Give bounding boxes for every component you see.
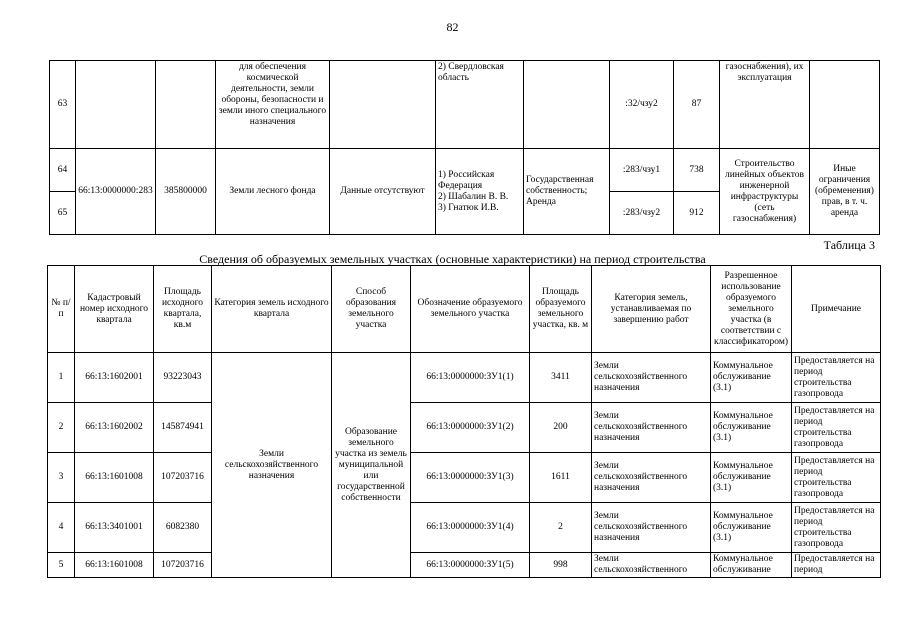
area-cell: 3411 — [530, 353, 592, 403]
source-area-cell: 93223043 — [154, 353, 212, 403]
cadastral-cell: 66:13:1602001 — [75, 353, 154, 403]
area-cell: 2 — [530, 503, 592, 553]
column-header-category: Категория земель исходного квартала — [212, 266, 332, 353]
merged-method-cell: Образование земельного участка из земель муниципальной или государственной собственности — [332, 353, 411, 578]
ownership-cell: Государственная собственность; Аренда — [524, 149, 610, 235]
category-after-cell: Земли сельскохозяйственного назначения — [592, 503, 711, 553]
permitted-use-cell: Коммунальное обслуживание (3.1) — [711, 453, 792, 503]
row-number: 4 — [48, 503, 75, 553]
permitted-use-cell: Коммунальное обслуживание — [711, 553, 792, 578]
cadastral-cell: 66:13:1602002 — [75, 403, 154, 453]
table-row — [48, 453, 881, 503]
designation-cell: 66:13:0000000:ЗУ1(1) — [411, 353, 530, 403]
column-header-method: Способ образования земельного участка — [332, 266, 411, 353]
rights-holder-line: 1) Российская Федерация — [438, 169, 495, 191]
cadastral-cell: 66:13:3401001 — [75, 503, 154, 553]
permitted-use-cell: Коммунальное обслуживание (3.1) — [711, 503, 792, 553]
source-area-cell: 107203716 — [154, 553, 212, 578]
row-number: 3 — [48, 453, 75, 503]
plot-cell: :283/чзу2 — [610, 192, 674, 235]
column-header-note: Примечание — [792, 266, 881, 353]
column-header-permitted-use: Разрешенное использование образуемого земельного участка (в соответствии с классификатором) — [711, 266, 792, 353]
table-row — [48, 353, 881, 403]
land-category-cell: Земли лесного фонда — [216, 149, 330, 235]
page-number: 82 — [446, 20, 459, 34]
column-header-category-after: Категория земель, устанавливаемая по завершению работ — [592, 266, 711, 353]
column-header-source-area: Площадь исходного квартала, кв.м — [154, 266, 212, 353]
area-cell: 912 — [674, 192, 720, 235]
column-header-num: № п/п — [48, 266, 75, 353]
area-cell: 738 — [674, 149, 720, 192]
category-after-cell: Земли сельскохозяйственного назначения — [592, 353, 711, 403]
rights-holder-line: 3) Гнатюк И.В. — [438, 202, 499, 213]
row-number: 1 — [48, 353, 75, 403]
note-cell: Предоставляется на период строительства газопровода — [792, 353, 881, 403]
row-number: 2 — [48, 403, 75, 453]
row-number: 65 — [50, 192, 76, 235]
plot-cell: :32/чзу2 — [610, 61, 674, 149]
table-title: Сведения об образуемых земельных участках (основные характеристики) на период строительства — [199, 252, 706, 266]
area-cell: 998 — [530, 553, 592, 578]
designation-cell: 66:13:0000000:ЗУ1(3) — [411, 453, 530, 503]
designation-cell: 66:13:0000000:ЗУ1(5) — [411, 553, 530, 578]
cadastral-cell: 66:13:1601008 — [75, 453, 154, 503]
source-area-cell: 145874941 — [154, 403, 212, 453]
note-cell: Предоставляется на период строительства газопровода — [792, 453, 881, 503]
area-cell: 200 — [530, 403, 592, 453]
rights-holder-cell: 2) Свердловская область — [436, 61, 524, 149]
category-after-cell: Земли сельскохозяйственного назначения — [592, 453, 711, 503]
column-header-cadastral: Кадастровый номер исходного квартала — [75, 266, 154, 353]
designation-cell: 66:13:0000000:ЗУ1(2) — [411, 403, 530, 453]
use-cell: Строительство линейных объектов инженерной инфраструктуры (сеть газоснабжения) — [720, 149, 810, 235]
cadastral-cell: 66:13:0000000:283 — [76, 149, 156, 235]
row-number: 64 — [50, 149, 76, 192]
table-row — [48, 503, 881, 553]
rights-holder-cell — [436, 149, 524, 235]
restrictions-cell: Иные ограничения (обременения) прав, в т. ч. аренда — [810, 149, 880, 235]
source-area-cell: 385800000 — [156, 149, 216, 235]
note-cell: Предоставляется на период строительства газопровода — [792, 503, 881, 553]
source-area-cell: 107203716 — [154, 453, 212, 503]
use-cell: газоснабжения), их эксплуатация — [720, 61, 810, 149]
cadastral-cell: 66:13:1601008 — [75, 553, 154, 578]
category-after-cell: Земли сельскохозяйственного назначения — [592, 403, 711, 453]
row-number: 5 — [48, 553, 75, 578]
column-header-area: Площадь образуемого земельного участка, кв. м — [530, 266, 592, 353]
plot-cell: :283/чзу1 — [610, 149, 674, 192]
category-after-cell: Земли сельскохозяйственного — [592, 553, 711, 578]
table-row — [50, 149, 880, 192]
previous-table — [49, 60, 880, 235]
table-row — [48, 403, 881, 453]
table-row — [50, 61, 880, 149]
plots-table — [47, 265, 881, 578]
merged-category-cell: Земли сельскохозяйственного назначения — [212, 353, 332, 578]
column-header-designation: Обозначение образуемого земельного участка — [411, 266, 530, 353]
permitted-use-cell: Коммунальное обслуживание (3.1) — [711, 403, 792, 453]
rights-holder-line: 2) Шабалин В. В. — [438, 191, 509, 202]
note-cell: Предоставляется на период — [792, 553, 881, 578]
permitted-use-cell: Коммунальное обслуживание (3.1) — [711, 353, 792, 403]
note-cell: Предоставляется на период строительства газопровода — [792, 403, 881, 453]
designation-cell: 66:13:0000000:ЗУ1(4) — [411, 503, 530, 553]
table-label: Таблица 3 — [823, 238, 875, 252]
land-category-cell: для обеспечения космической деятельности, земли обороны, безопасности и земли иного специального назначения — [216, 61, 330, 149]
table-row — [48, 553, 881, 578]
area-cell: 87 — [674, 61, 720, 149]
row-number: 63 — [50, 61, 76, 149]
source-area-cell: 6082380 — [154, 503, 212, 553]
right-type-cell: Данные отсутствуют — [330, 149, 436, 235]
header-row — [48, 266, 881, 353]
area-cell: 1611 — [530, 453, 592, 503]
